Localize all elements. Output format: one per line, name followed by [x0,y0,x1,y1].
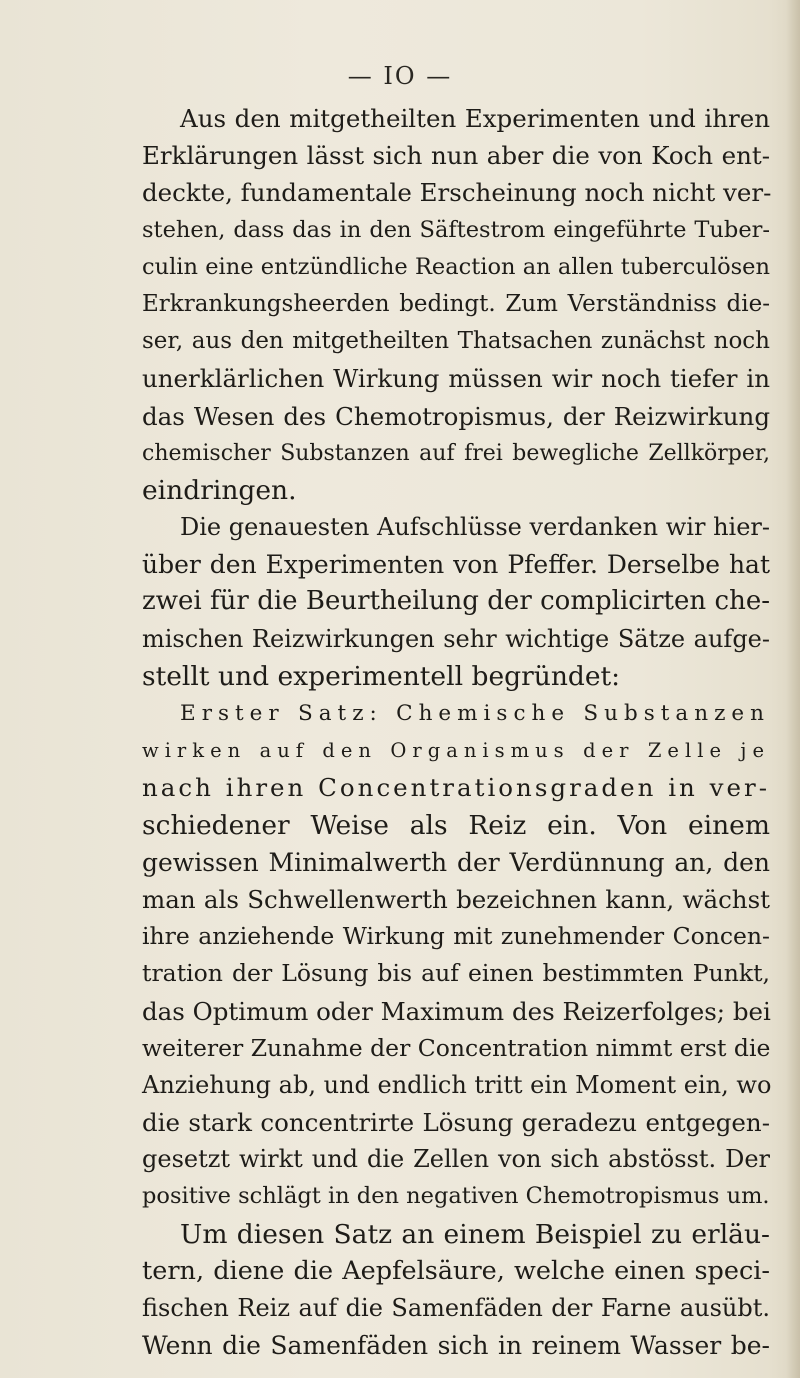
text-line: schiedener Weise als Reiz ein. Von einem [142,809,770,841]
body-text [142,100,770,1364]
text-line: gesetzt wirkt und die Zellen von sich abstösst. Der [142,1145,770,1174]
text-line: eindringen. [142,474,297,506]
page-edge-shadow [786,0,800,1378]
text-line: gewissen Minimalwerth der Verdünnung an, den [142,847,770,877]
text-line: man als Schwellenwerth bezeichnen kann, wächst [142,884,770,914]
text-line: weiterer Zunahme der Concentration nimmt erst die [142,1033,771,1062]
text-line: fischen Reiz auf die Samenfäden der Farne ausübt. [142,1294,770,1322]
text-line: Erster Satz: Chemische Substanzen [180,701,770,726]
text-line: Wenn die Samenfäden sich in reinem Wasser be- [142,1331,770,1361]
text-line: tern, diene die Aepfelsäure, welche einen speci- [142,1255,770,1286]
text-line: die stark concentrirte Lösung geradezu entgegen- [142,1108,770,1138]
text-line: wirken auf den Organismus der Zelle je [142,739,770,763]
text-line: zwei für die Beurtheilung der complicirten che- [142,586,770,617]
text-line: tration der Lösung bis auf einen bestimmten Punkt, [142,959,770,988]
text-line: das Optimum oder Maximum des Reizerfolges; bei [142,996,771,1026]
text-line: culin eine entzündliche Reaction an allen tuberculösen [142,253,770,280]
text-line: das Wesen des Chemotropismus, der Reizwirkung [142,401,770,431]
page-number: — IO — [347,62,453,90]
text-line: stellt und experimentell begründet: [142,660,621,692]
text-line: mischen Reizwirkungen sehr wichtige Sätze aufge- [142,624,770,653]
text-line: Anziehung ab, und endlich tritt ein Moment ein, wo [142,1070,772,1099]
text-line: nach ihren Concentrationsgraden in ver- [142,773,770,803]
text-line: positive schlägt in den negativen Chemotropismus um. [142,1183,770,1210]
text-line: über den Experimenten von Pfeffer. Derselbe hat [142,550,770,580]
text-line: Aus den mitgetheilten Experimenten und ihren [180,104,770,133]
text-line: Die genauesten Aufschlüsse verdanken wir hier- [180,513,770,542]
text-line: stehen, dass das in den Säftestrom eingeführte Tuber- [142,216,770,243]
text-line: chemischer Substanzen auf frei bewegliche Zellkörper, [142,440,770,466]
text-line: deckte, fundamentale Erscheinung noch nicht ver- [142,178,772,208]
text-line: ihre anziehende Wirkung mit zunehmender Concen- [142,922,770,951]
text-line: unerklärlichen Wirkung müssen wir noch tiefer in [142,364,770,394]
text-line: Um diesen Satz an einem Beispiel zu erläu- [180,1218,770,1250]
text-line: Erkrankungsheerden bedingt. Zum Verständniss die- [142,290,770,317]
text-line: Erklärungen lässt sich nun aber die von Koch ent- [142,141,770,171]
text-line: ser, aus den mitgetheilten Thatsachen zunächst noch [142,328,770,355]
